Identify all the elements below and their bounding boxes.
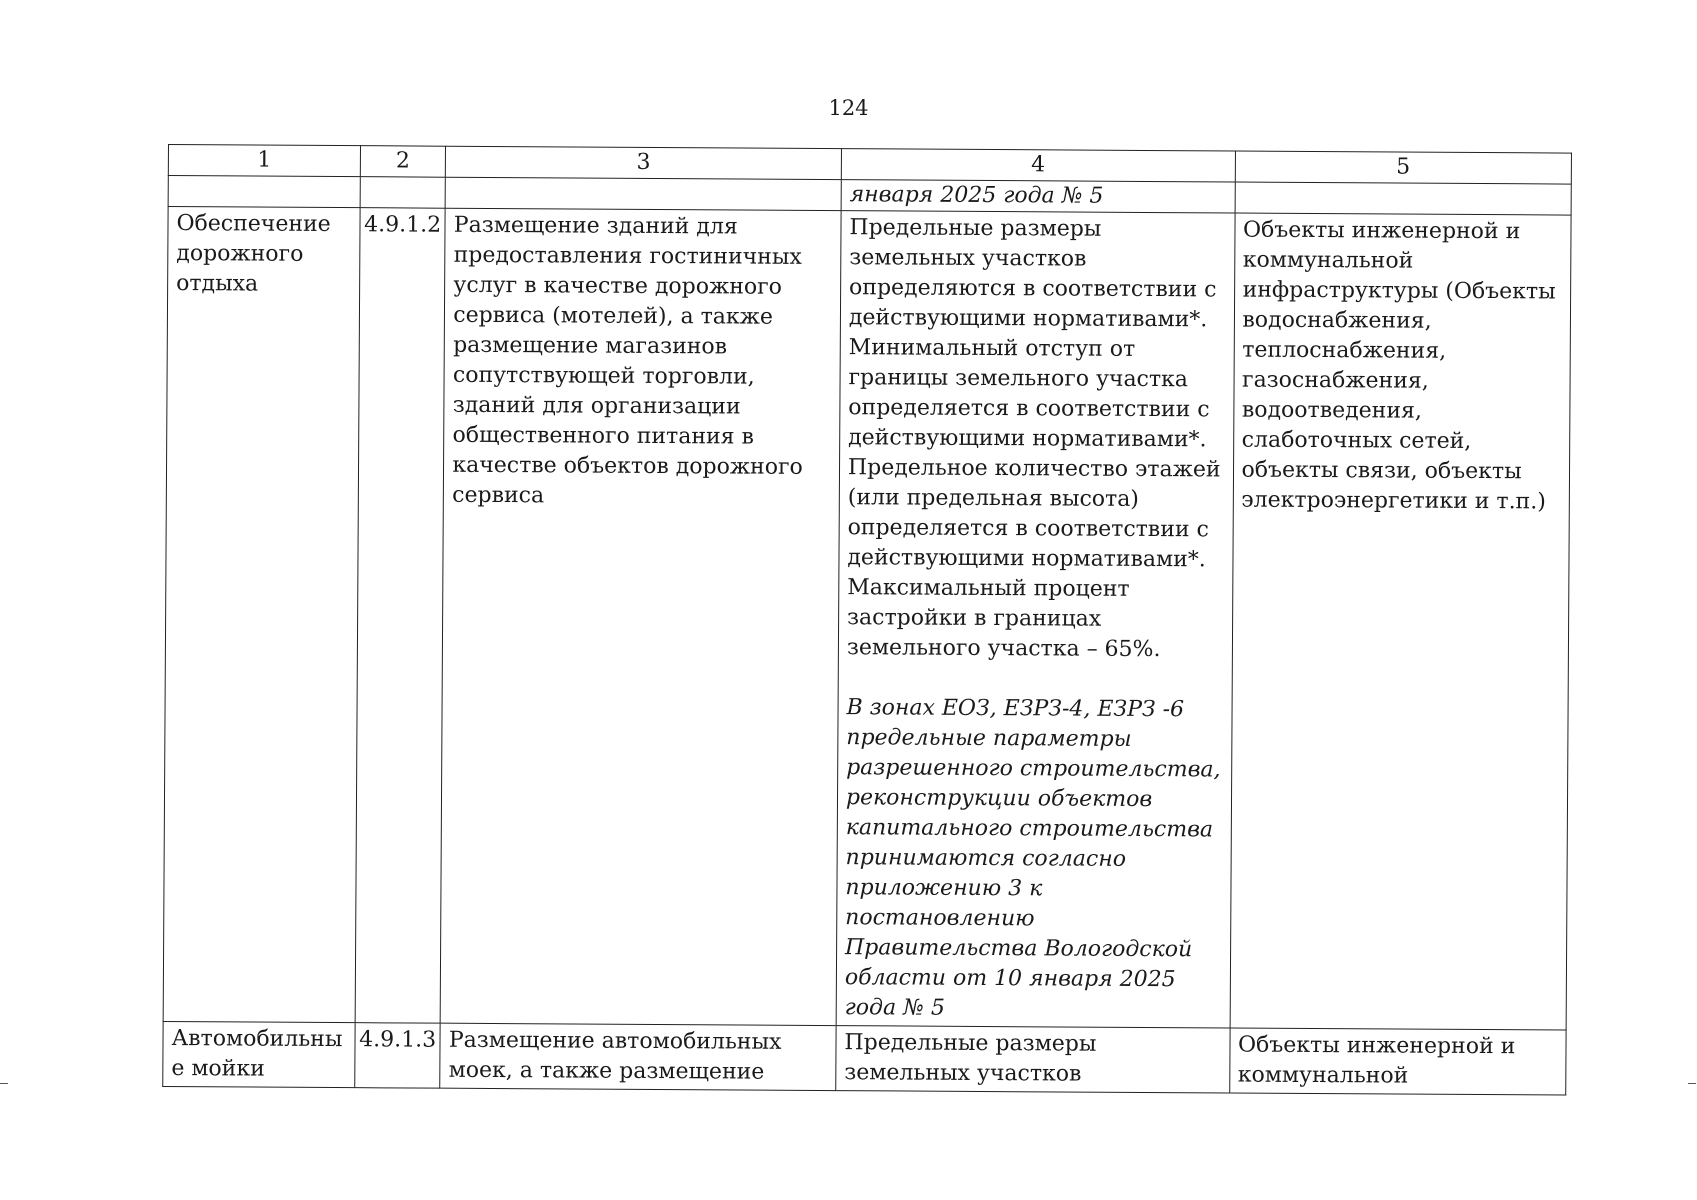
- cont-cell-3: [445, 177, 841, 210]
- use-type-parameters-note: В зонах ЕОЗ, ЕЗРЗ-4, ЕЗРЗ -6 предельные параметры разрешенного строительства, реконструкции объектов капитального строительства принимаются согласно приложению 3 к постановлению Правительства Вологодской области от 10 января 2025 года № 5: [844, 695, 1221, 1021]
- use-type-description: Размещение зданий для предоставления гостиничных услуг в качестве дорожного сервиса (мотелей), а также размещение магазинов сопутствующей торговли, зданий для организации общественного питания в качестве объектов дорожного сервиса: [440, 208, 841, 1025]
- page-number: 124: [828, 96, 869, 120]
- cont-cell-2: [360, 177, 446, 209]
- cont-cell-1: [168, 176, 360, 208]
- column-number-2: 2: [360, 146, 446, 178]
- column-number-1: 1: [168, 145, 360, 177]
- use-type-parameters: Предельные размеры земельных участков определяются в соответствии с действующими нормативами*. Минимальный отступ от границы земельного участка определяется в соответствии с действующими нормативами*. Предельное количество этажей (или предельная высота) определяется в соответствии с действующими нормативами*. Максимальный процент застройки в границах земельного участка – 65%.: [846, 215, 1221, 663]
- table-row: [163, 1021, 1566, 1095]
- column-number-4: 4: [841, 149, 1235, 182]
- use-type-code: 4.9.1.2: [355, 208, 446, 1024]
- use-type-infrastructure: Объекты инженерной и коммунальной инфраструктуры (Объекты водоснабжения, теплоснабжения, газоснабжения, водоотведения, слаботочных сетей, объекты связи, объекты электроэнергетики и т.п.): [1230, 213, 1571, 1030]
- table-row: [163, 207, 1571, 1031]
- land-use-table: [162, 144, 1572, 1096]
- cont-cell-parameters: января 2025 года № 5: [841, 180, 1235, 213]
- use-type-infrastructure: Объекты инженерной и коммунальной: [1229, 1028, 1566, 1095]
- use-type-name: Автомобильные мойки: [163, 1021, 355, 1087]
- scan-margin-mark: [0, 1083, 8, 1084]
- scan-margin-mark: [1688, 1083, 1696, 1084]
- paragraph-gap: [847, 663, 1224, 695]
- use-type-parameters: Предельные размеры земельных участков: [836, 1026, 1230, 1093]
- column-number-5: 5: [1235, 151, 1572, 184]
- use-type-parameters-cell: [836, 211, 1235, 1028]
- use-type-description: Размещение автомобильных моек, а также размещение: [440, 1023, 836, 1090]
- cont-cell-5: [1235, 182, 1572, 215]
- use-type-name: Обеспечение дорожного отдыха: [163, 207, 360, 1023]
- column-number-3: 3: [446, 146, 842, 179]
- use-type-code: 4.9.1.3: [354, 1023, 440, 1089]
